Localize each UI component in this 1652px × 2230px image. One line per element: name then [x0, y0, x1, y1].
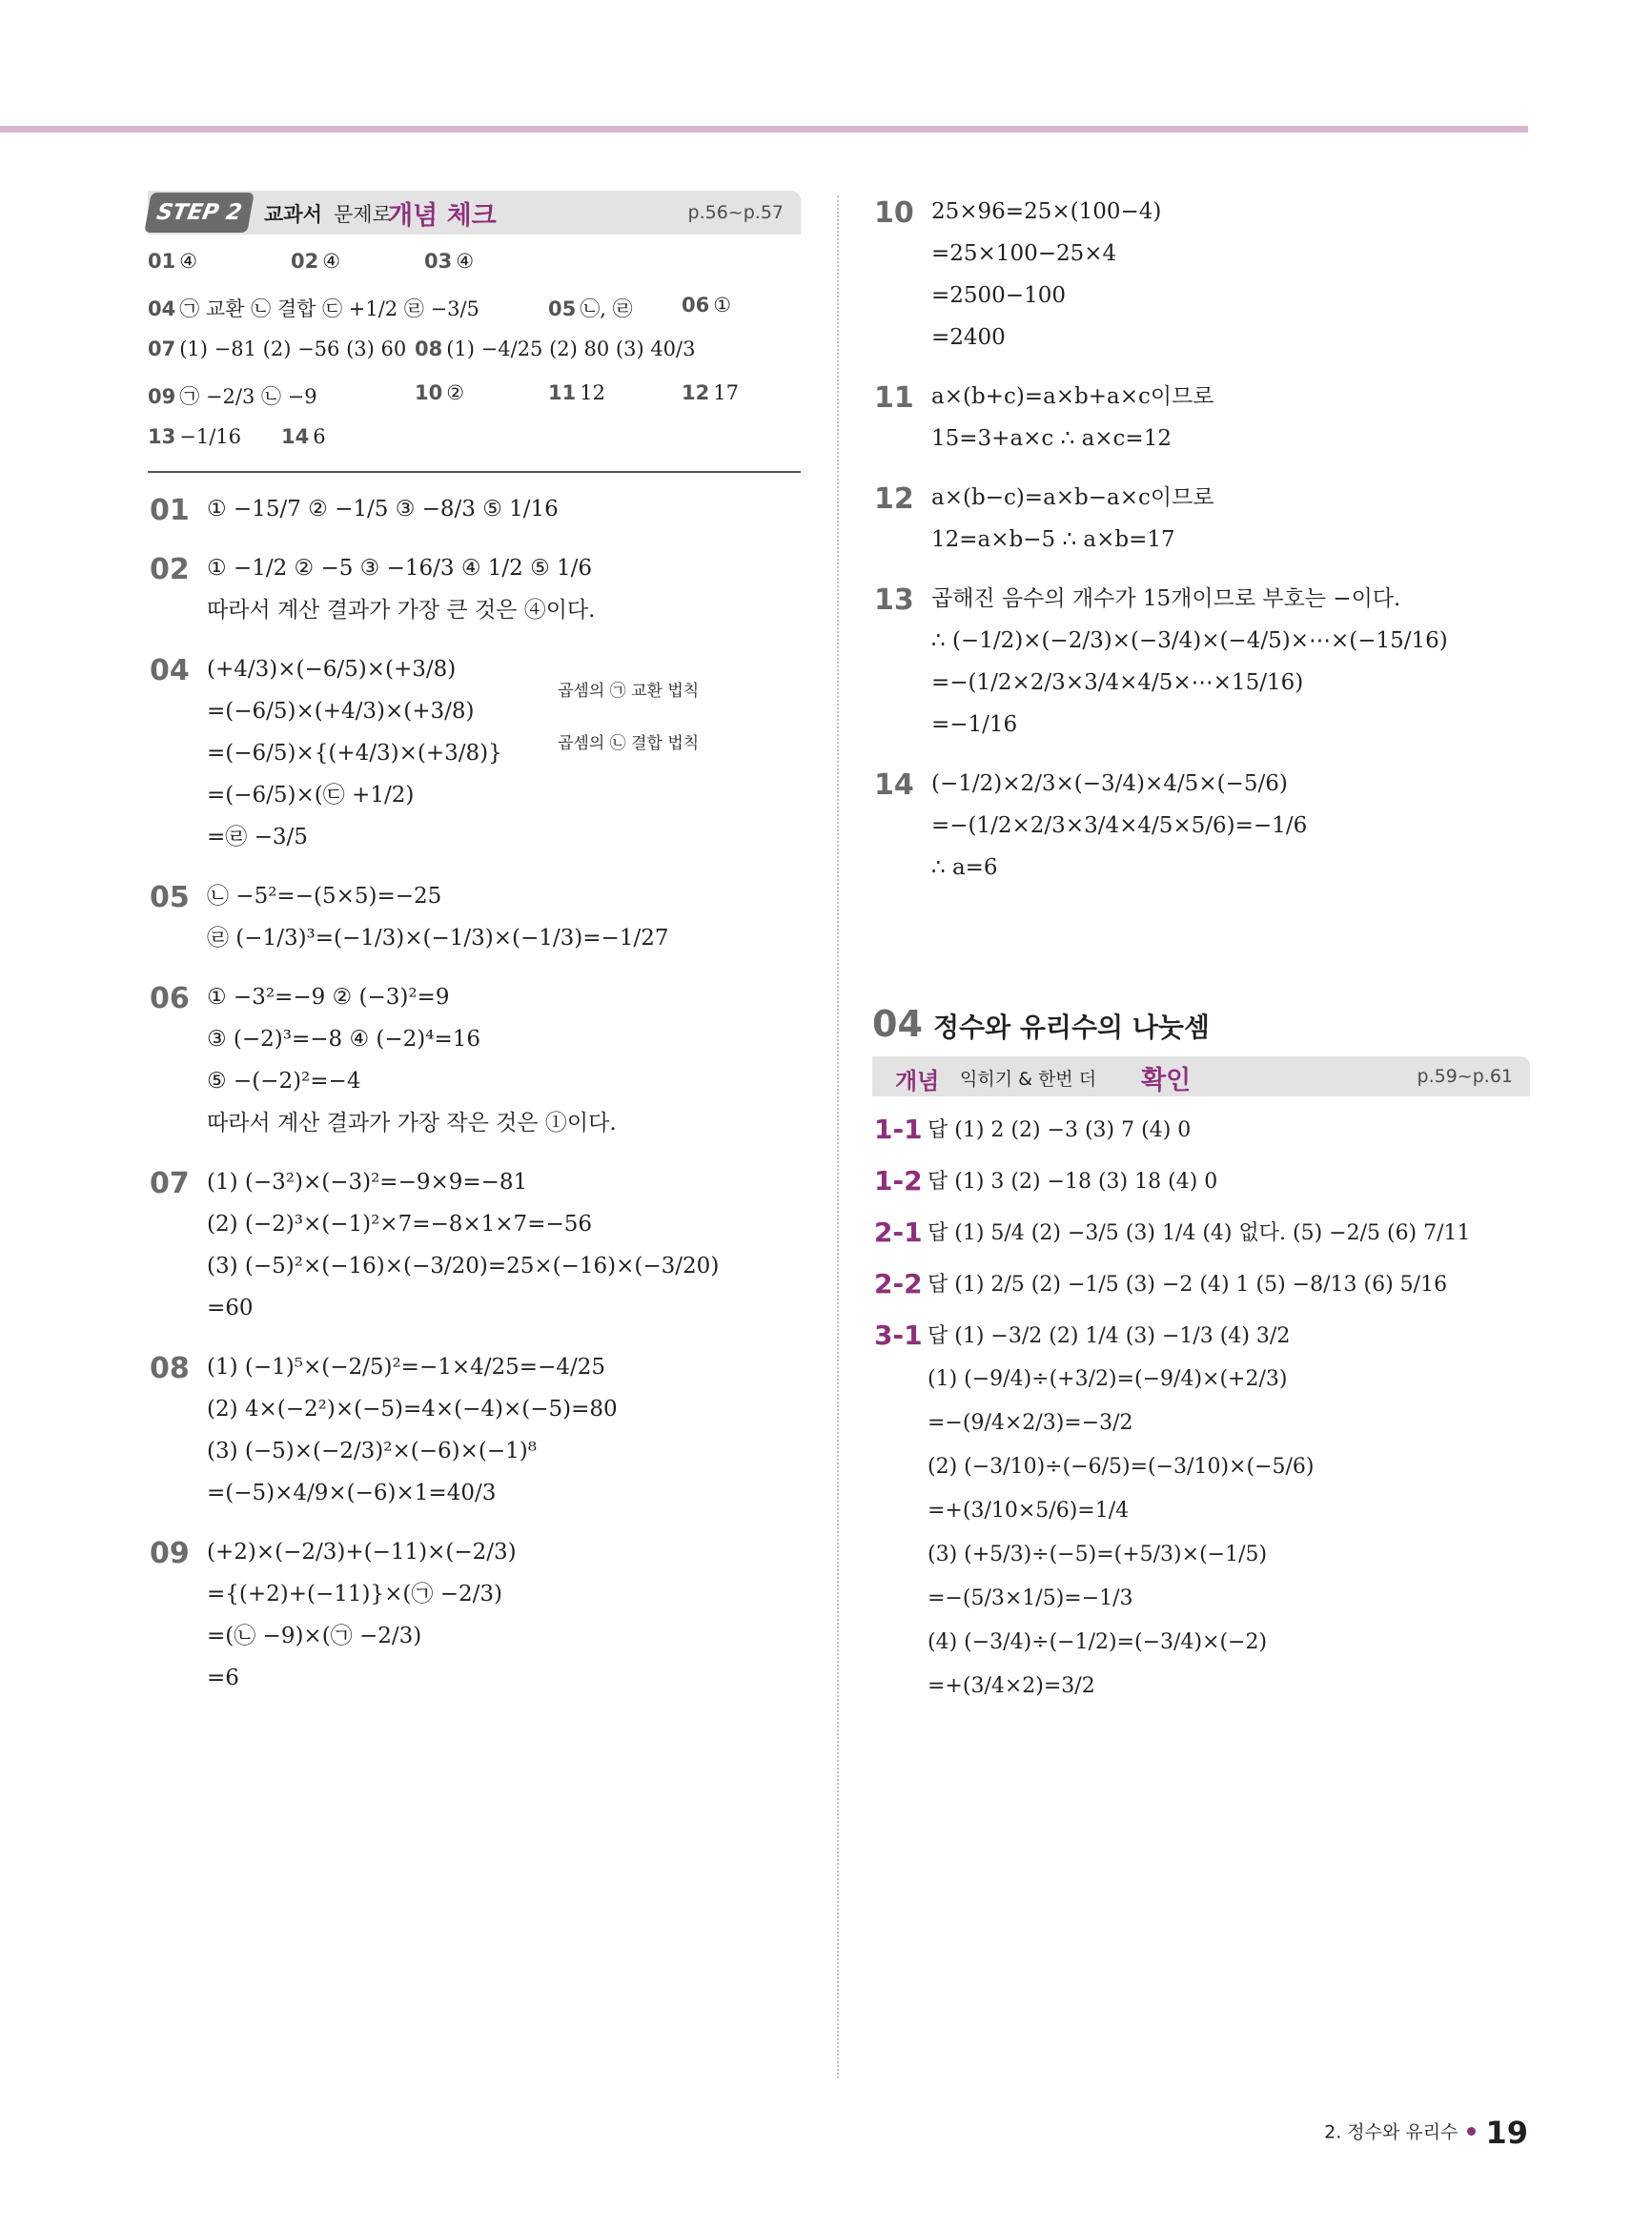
page-number: 19	[1485, 2115, 1528, 2151]
solution-line: 곱해진 음수의 개수가 15개이므로 부호는 −이다.	[931, 586, 1401, 611]
exercise	[872, 1110, 1530, 1152]
answer-number: 08	[415, 338, 443, 360]
solution-line: (3) (−5)×(−2/3)²×(−6)×(−1)⁸	[207, 1439, 537, 1463]
solution-line: (+4/3)×(−6/5)×(+3/8)	[207, 657, 457, 682]
section-title	[872, 1003, 1530, 1045]
answer-item	[682, 381, 739, 404]
footer-chapter: 2. 정수와 유리수	[1324, 2121, 1458, 2143]
solution-line: a×(b−c)=a×b−a×c이므로	[931, 485, 1214, 510]
answer-item	[548, 381, 605, 404]
answer-item	[148, 381, 317, 410]
answer-number: 09	[148, 385, 176, 408]
problem-notes	[558, 677, 699, 782]
section-header-confirm: 확인	[1141, 1066, 1192, 1095]
solution-line: =(−6/5)×(+4/3)×(+3/8)	[207, 699, 475, 724]
answer-value: 17	[713, 381, 739, 404]
solution-line: (2) 4×(−2²)×(−5)=4×(−4)×(−5)=80	[207, 1397, 618, 1422]
problem-number: 13	[874, 583, 914, 617]
exercise-solution-line: =+(3/10×5/6)=1/4	[928, 1499, 1130, 1523]
solution-line: (−1/2)×2/3×(−3/4)×4/5×(−5/6)	[931, 771, 1288, 796]
solution-line: =25×100−25×4	[931, 241, 1117, 266]
problem-body	[207, 976, 801, 1144]
problem-number: 04	[150, 654, 190, 687]
answer-number: 02	[291, 250, 319, 273]
solution-line: =6	[207, 1666, 239, 1690]
solution-line: ③ (−2)³=−8 ④ (−2)⁴=16	[207, 1027, 481, 1052]
header-textbook: 교과서	[264, 203, 322, 226]
problem	[148, 976, 801, 1144]
answer-row	[148, 374, 801, 418]
step-badge: STEP 2	[144, 193, 254, 233]
solution-line: 따라서 계산 결과가 가장 작은 것은 ①이다.	[207, 1111, 617, 1135]
section-header-practice: 익히기 & 한번 더	[960, 1069, 1097, 1090]
top-rule	[0, 126, 1528, 133]
answer-value: −1/16	[179, 425, 241, 448]
header-pages: p.56~p.57	[687, 202, 784, 223]
problem	[872, 376, 1530, 460]
problem-number: 01	[150, 494, 190, 527]
section-header-pages: p.59~p.61	[1417, 1066, 1513, 1087]
answer-number: 07	[148, 338, 176, 360]
answer-item	[148, 425, 241, 448]
exercise-number: 3-1	[874, 1320, 923, 1351]
solution-line: 12=a×b−5 ∴ a×b=17	[931, 527, 1175, 552]
solution-line: (2) (−2)³×(−1)²×7=−8×1×7=−56	[207, 1212, 593, 1237]
header-problems: 문제로	[334, 203, 392, 226]
problem-number: 09	[150, 1537, 190, 1570]
exercise-solution-line: (4) (−3/4)÷(−1/2)=(−3/4)×(−2)	[928, 1630, 1268, 1654]
answer-row	[148, 286, 801, 330]
answer-value: ㉠ 교환 ㉡ 결합 ㉢ +1/2 ㉣ −3/5	[179, 297, 479, 320]
problem	[872, 763, 1530, 889]
problem-body	[931, 578, 1530, 746]
exercise-number: 2-2	[874, 1268, 923, 1299]
problem-body	[931, 763, 1530, 889]
section-number: 04	[872, 1003, 923, 1045]
exercise-solution-line: =+(3/4×2)=3/2	[928, 1674, 1095, 1698]
problem-body	[931, 477, 1530, 561]
section-answers	[872, 1110, 1530, 1708]
law-note: 곱셈의 ㉠ 교환 법칙	[558, 682, 700, 701]
problem-number: 08	[150, 1352, 190, 1385]
problem-number: 05	[150, 881, 190, 914]
answer-grid	[148, 242, 801, 461]
problem-body	[207, 1346, 801, 1514]
header-concept-check: 개념 체크	[388, 201, 497, 231]
answer-item	[148, 338, 406, 360]
left-problems	[148, 488, 801, 1699]
exercise-answer: 답 (1) 3 (2) −18 (3) 18 (4) 0	[928, 1170, 1218, 1194]
problem-number: 14	[874, 768, 914, 802]
answer-value: ④	[179, 250, 198, 273]
solution-line: ∴ (−1/2)×(−2/3)×(−3/4)×(−4/5)×⋯×(−15/16)	[931, 628, 1448, 653]
answer-item	[424, 250, 474, 273]
step2-header	[148, 191, 801, 235]
section-name: 정수와 유리수의 나눗셈	[932, 1012, 1210, 1043]
solution-line: =60	[207, 1296, 254, 1320]
answer-item	[415, 381, 464, 404]
solution-line: 따라서 계산 결과가 가장 큰 것은 ④이다.	[207, 598, 596, 623]
problem	[148, 648, 801, 858]
problem-body	[207, 1161, 801, 1329]
solution-line: =−1/16	[931, 712, 1018, 737]
answer-row	[148, 330, 801, 374]
answer-number: 06	[682, 294, 710, 317]
answer-number: 13	[148, 425, 176, 448]
exercise-solution-line: (1) (−9/4)÷(+3/2)=(−9/4)×(+2/3)	[928, 1367, 1288, 1391]
solution-line: =(−5)×4/9×(−6)×1=40/3	[207, 1481, 497, 1505]
solution-line: a×(b+c)=a×b+a×c이므로	[931, 384, 1214, 409]
answer-item	[148, 294, 479, 322]
exercise-solution-line: (2) (−3/10)÷(−6/5)=(−3/10)×(−5/6)	[928, 1455, 1315, 1479]
solution-line: (1) (−3²)×(−3)²=−9×9=−81	[207, 1170, 528, 1195]
column-divider	[837, 195, 839, 2078]
section-header	[872, 1056, 1530, 1096]
solution-line: 15=3+a×c ∴ a×c=12	[931, 426, 1172, 451]
problem	[148, 875, 801, 959]
exercise-solution-line: (3) (+5/3)÷(−5)=(+5/3)×(−1/5)	[928, 1543, 1268, 1566]
solution-line: ① −15/7 ② −1/5 ③ −8/3 ⑤ 1/16	[207, 497, 559, 522]
problem-number: 11	[874, 381, 914, 415]
answer-value: ㉡, ㉣	[580, 297, 633, 320]
solution-line: =(−6/5)×{(+4/3)×(+3/8)}	[207, 741, 502, 766]
problem-number: 07	[150, 1167, 190, 1200]
answer-number: 12	[682, 381, 710, 404]
problem-number: 12	[874, 482, 914, 516]
left-column	[148, 191, 801, 1716]
answer-value: (1) −81 (2) −56 (3) 60	[179, 338, 407, 360]
problem-number: 06	[150, 982, 190, 1015]
solution-line: (1) (−1)⁵×(−2/5)²=−1×4/25=−4/25	[207, 1355, 605, 1380]
footer-dot-icon	[1467, 2127, 1476, 2136]
exercise-answer: 답 (1) 2 (2) −3 (3) 7 (4) 0	[928, 1118, 1192, 1142]
exercise	[872, 1161, 1530, 1203]
problem	[148, 1161, 801, 1329]
problem-body	[207, 488, 801, 530]
problem	[872, 477, 1530, 561]
answer-number: 10	[415, 381, 443, 404]
exercise-number: 1-2	[874, 1165, 923, 1197]
answer-value: ②	[446, 381, 465, 404]
section-header-concept: 개념	[895, 1068, 940, 1095]
answer-item	[682, 294, 731, 317]
solution-line: (3) (−5)²×(−16)×(−3/20)=25×(−16)×(−3/20)	[207, 1254, 720, 1279]
problem-number: 02	[150, 553, 190, 586]
answer-value: ㉠ −2/3 ㉡ −9	[179, 385, 317, 408]
exercise-solution-line: =−(9/4×2/3)=−3/2	[928, 1411, 1133, 1435]
answer-number: 03	[424, 250, 453, 273]
answer-row	[148, 418, 801, 461]
solution-line: =2400	[931, 325, 1006, 350]
answer-number: 04	[148, 297, 176, 320]
answer-value: 6	[313, 425, 326, 448]
exercise-solution-line: =−(5/3×1/5)=−1/3	[928, 1586, 1133, 1610]
problem	[148, 1346, 801, 1514]
exercise-answer: 답 (1) 5/4 (2) −3/5 (3) 1/4 (4) 없다. (5) −2/5 (6) 7/11	[928, 1221, 1471, 1245]
problem	[872, 578, 1530, 746]
solution-line: =㉣ −3/5	[207, 825, 308, 849]
solution-line: ㉡ −5²=−(5×5)=−25	[207, 884, 442, 909]
solution-line: =−(1/2×2/3×3/4×4/5×⋯×15/16)	[931, 670, 1304, 695]
solution-line: ① −3²=−9 ② (−3)²=9	[207, 985, 450, 1010]
solution-line: 25×96=25×(100−4)	[931, 199, 1162, 224]
solution-line: ㉣ (−1/3)³=(−1/3)×(−1/3)×(−1/3)=−1/27	[207, 926, 669, 951]
answer-number: 05	[548, 297, 577, 320]
exercise	[872, 1316, 1530, 1708]
exercise	[872, 1213, 1530, 1255]
problem-body	[207, 648, 801, 858]
right-column	[872, 191, 1530, 1718]
solution-line: =(㉡ −9)×(㉠ −2/3)	[207, 1624, 422, 1648]
answer-item	[281, 425, 326, 448]
solution-line: ={(+2)+(−11)}×(㉠ −2/3)	[207, 1582, 502, 1606]
exercise-answer: 답 (1) 2/5 (2) −1/5 (3) −2 (4) 1 (5) −8/13 (6) 5/16	[928, 1273, 1448, 1297]
answer-value: ④	[456, 250, 475, 273]
answer-value: 12	[580, 381, 605, 404]
problem	[872, 191, 1530, 358]
answer-row	[148, 242, 801, 286]
answer-value: ①	[713, 294, 732, 317]
problem-number: 10	[874, 196, 914, 230]
right-problems	[872, 191, 1530, 889]
answer-item	[291, 250, 340, 273]
solution-line: ∴ a=6	[931, 855, 998, 880]
problem-body	[207, 547, 801, 631]
answer-value: ④	[322, 250, 341, 273]
answer-value: (1) −4/25 (2) 80 (3) 40/3	[446, 338, 696, 360]
problem-body	[207, 875, 801, 959]
problem-body	[931, 376, 1530, 460]
solution-line: ⑤ −(−2)²=−4	[207, 1069, 361, 1094]
problem	[148, 547, 801, 631]
problem-body	[207, 1531, 801, 1699]
solution-line: (+2)×(−2/3)+(−11)×(−2/3)	[207, 1540, 517, 1565]
answer-number: 11	[548, 381, 577, 404]
answer-item	[148, 250, 197, 273]
exercise-answer: 답 (1) −3/2 (2) 1/4 (3) −1/3 (4) 3/2	[928, 1324, 1291, 1348]
exercise	[872, 1264, 1530, 1306]
answer-number: 01	[148, 250, 176, 273]
law-note: 곱셈의 ㉡ 결합 법칙	[558, 734, 700, 753]
solution-line: =−(1/2×2/3×3/4×4/5×5/6)=−1/6	[931, 813, 1308, 838]
exercise-number: 2-1	[874, 1217, 923, 1248]
answer-item	[548, 294, 633, 322]
problem	[148, 1531, 801, 1699]
problem	[148, 488, 801, 530]
exercise-number: 1-1	[874, 1114, 923, 1145]
problem-body	[931, 191, 1530, 358]
answer-item	[415, 338, 695, 360]
page-footer	[1324, 2115, 1528, 2151]
solution-line: =2500−100	[931, 283, 1066, 308]
solution-line: ① −1/2 ② −5 ③ −16/3 ④ 1/2 ⑤ 1/6	[207, 556, 593, 581]
answers-separator	[148, 471, 801, 473]
answer-number: 14	[281, 425, 310, 448]
solution-line: =(−6/5)×(㉢ +1/2)	[207, 783, 415, 808]
